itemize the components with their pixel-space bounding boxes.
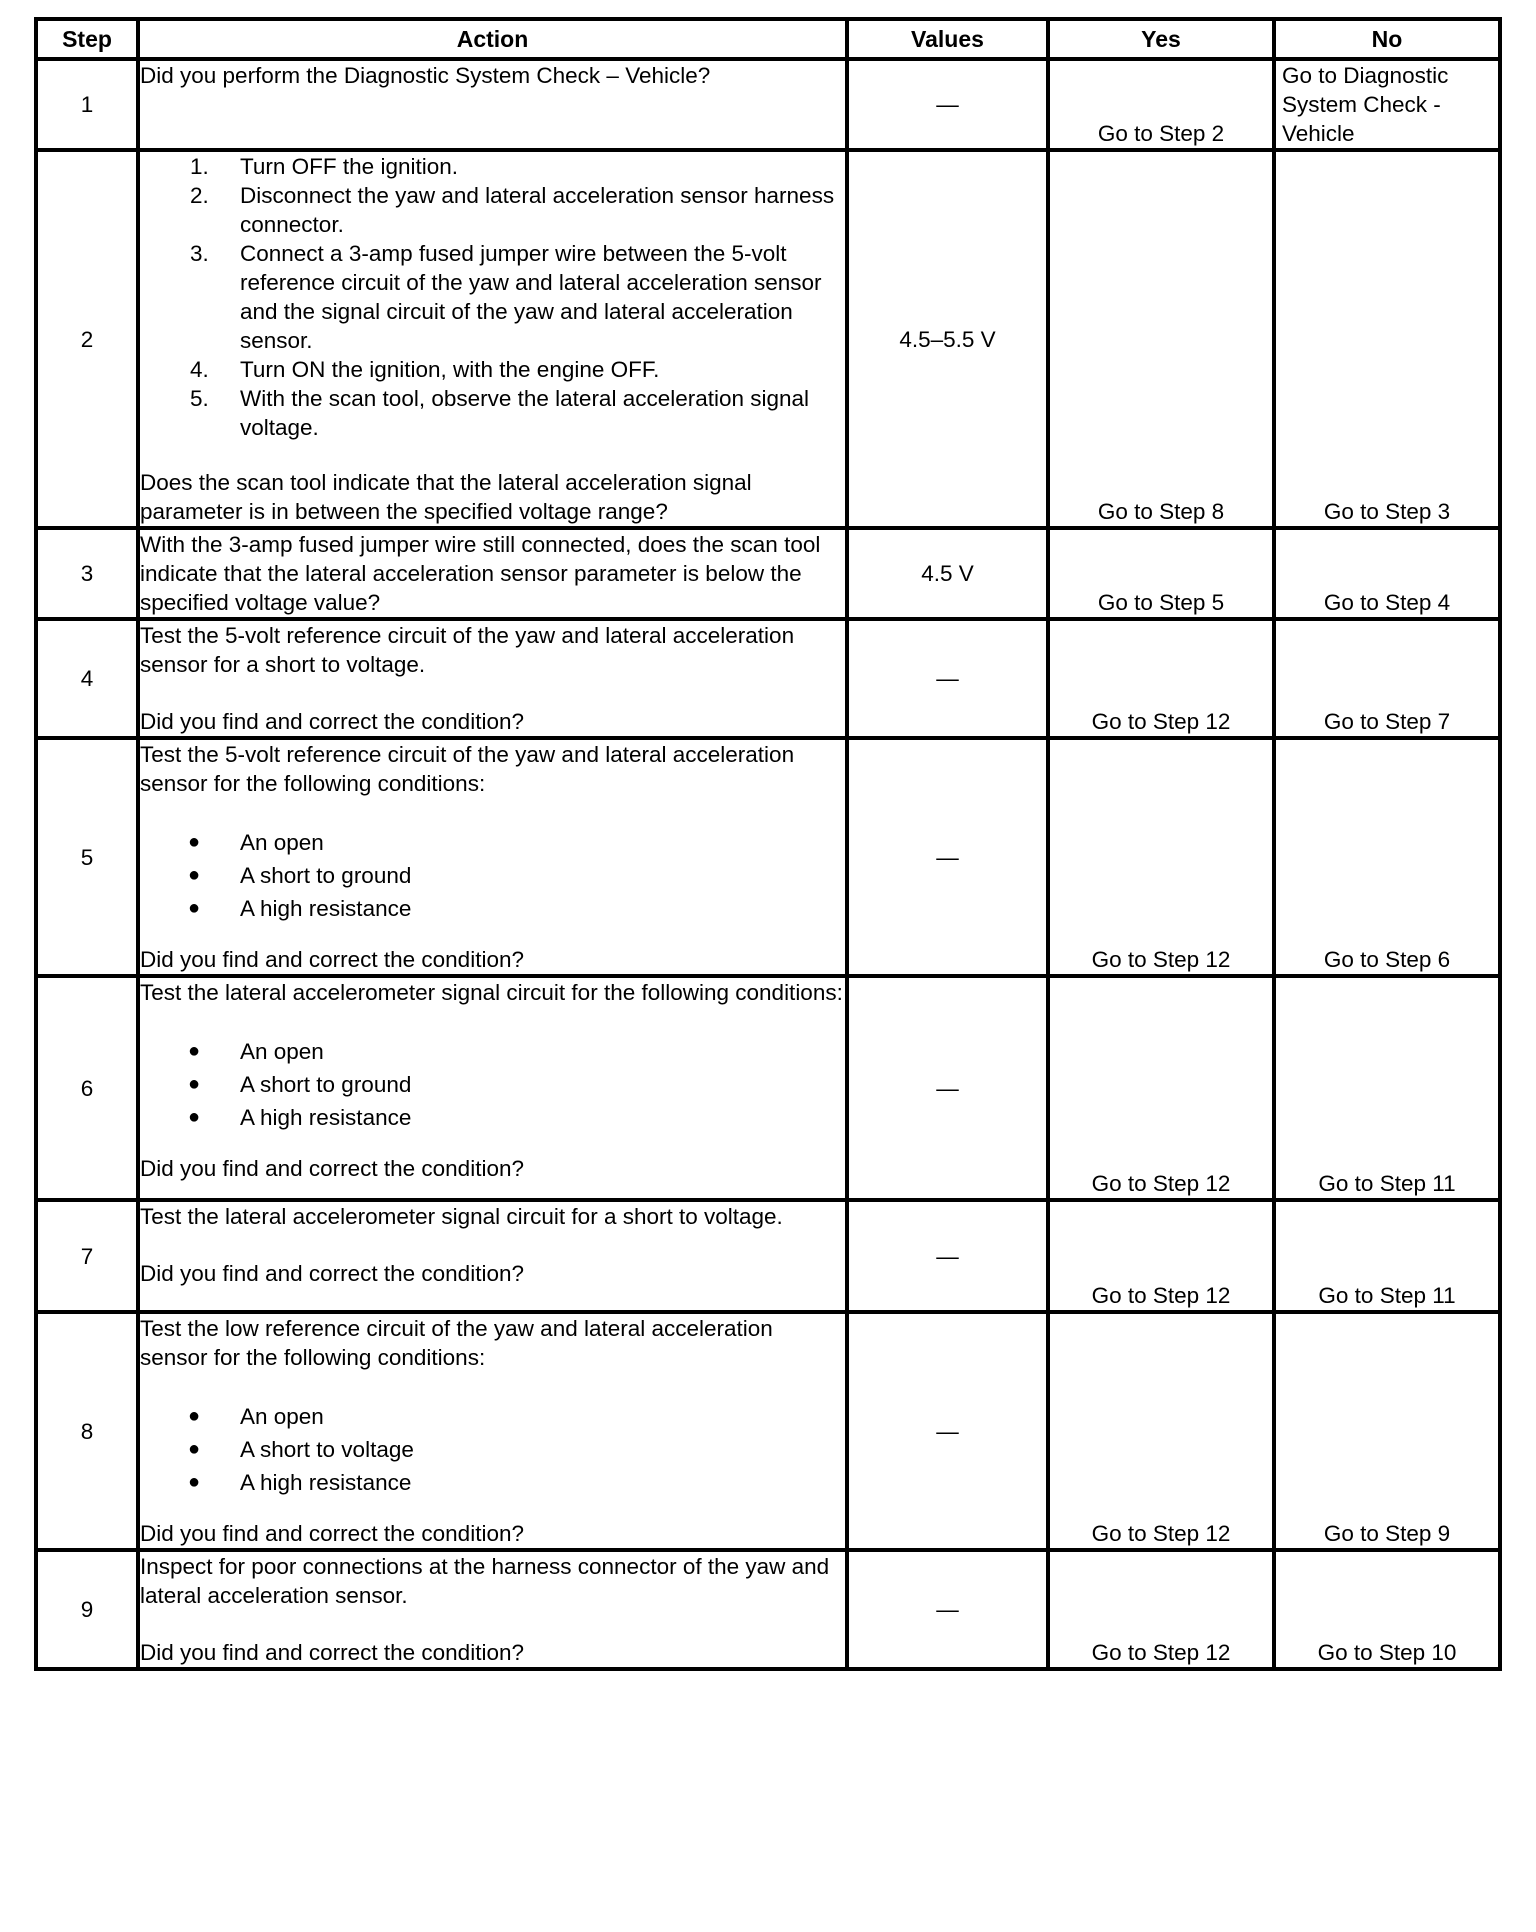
bullet-icon: ● xyxy=(188,1405,201,1427)
condition-text: A high resistance xyxy=(240,896,412,921)
table-row xyxy=(36,738,1500,976)
header-no: No xyxy=(1274,19,1500,59)
list-item xyxy=(140,1433,845,1466)
value-cell: — xyxy=(847,1312,1048,1550)
step-number: 1 xyxy=(36,59,138,150)
condition-text: A short to ground xyxy=(240,863,412,888)
action-step xyxy=(140,239,845,355)
bullet-icon: ● xyxy=(188,1438,201,1460)
condition-text: An open xyxy=(240,1404,324,1429)
header-step: Step xyxy=(36,19,138,59)
yes-cell: Go to Step 12 xyxy=(1048,976,1274,1200)
no-cell: Go to Step 10 xyxy=(1274,1550,1500,1669)
action-intro: Inspect for poor connections at the harness connector of the yaw and lateral acceleration sensor. xyxy=(140,1554,830,1608)
header-action: Action xyxy=(138,19,847,59)
table-row xyxy=(36,528,1500,619)
action-cell xyxy=(138,59,847,150)
no-cell: Go to Step 7 xyxy=(1274,619,1500,738)
step-number: 9 xyxy=(36,1550,138,1669)
action-cell xyxy=(138,619,847,738)
table-row xyxy=(36,1312,1500,1550)
action-cell xyxy=(138,738,847,976)
action-step xyxy=(140,152,845,181)
list-item xyxy=(140,859,845,892)
action-cell xyxy=(138,1312,847,1550)
action-steps xyxy=(140,152,845,442)
step-text: With the scan tool, observe the lateral acceleration signal voltage. xyxy=(240,386,810,440)
no-cell: Go to Step 9 xyxy=(1274,1312,1500,1550)
action-intro: Test the 5-volt reference circuit of the yaw and lateral acceleration sensor for a short to voltage. xyxy=(140,623,795,677)
action-cell xyxy=(138,1550,847,1669)
header-values: Values xyxy=(847,19,1048,59)
condition-text: A high resistance xyxy=(240,1105,412,1130)
header-yes: Yes xyxy=(1048,19,1274,59)
step-index: 2. xyxy=(190,183,209,208)
action-question: With the 3-amp fused jumper wire still connected, does the scan tool indicate that the lateral acceleration sensor parameter is below the specified voltage value? xyxy=(140,532,821,615)
action-cell xyxy=(138,528,847,619)
step-number: 3 xyxy=(36,528,138,619)
action-question: Did you find and correct the condition? xyxy=(140,1261,524,1286)
no-cell: Go to Diagnostic System Check - Vehicle xyxy=(1274,59,1500,150)
yes-cell: Go to Step 12 xyxy=(1048,1550,1274,1669)
diagnostic-table xyxy=(34,17,1502,1671)
value-cell: — xyxy=(847,59,1048,150)
condition-text: An open xyxy=(240,830,324,855)
list-item xyxy=(140,1068,845,1101)
table-row xyxy=(36,1200,1500,1312)
action-intro: Test the lateral accelerometer signal circuit for the following conditions: xyxy=(140,980,843,1005)
condition-text: A short to voltage xyxy=(240,1437,414,1462)
action-cell xyxy=(138,976,847,1200)
yes-cell: Go to Step 2 xyxy=(1048,59,1274,150)
list-item xyxy=(140,1400,845,1433)
table-row xyxy=(36,619,1500,738)
condition-list xyxy=(140,1400,845,1499)
no-cell: Go to Step 3 xyxy=(1274,150,1500,528)
bullet-icon: ● xyxy=(188,1040,201,1062)
list-item xyxy=(140,892,845,925)
bullet-icon: ● xyxy=(188,1106,201,1128)
step-number: 8 xyxy=(36,1312,138,1550)
table-row xyxy=(36,976,1500,1200)
diagnostic-table-container xyxy=(34,17,1502,1671)
action-intro: Test the low reference circuit of the yaw and lateral acceleration sensor for the following conditions: xyxy=(140,1316,773,1370)
condition-text: A high resistance xyxy=(240,1470,412,1495)
no-cell: Go to Step 6 xyxy=(1274,738,1500,976)
step-text: Turn ON the ignition, with the engine OFF. xyxy=(240,357,660,382)
step-number: 4 xyxy=(36,619,138,738)
condition-text: A short to ground xyxy=(240,1072,412,1097)
value-cell: — xyxy=(847,976,1048,1200)
yes-cell: Go to Step 12 xyxy=(1048,738,1274,976)
action-question: Did you find and correct the condition? xyxy=(140,1640,524,1665)
action-step xyxy=(140,181,845,239)
header-row xyxy=(36,19,1500,59)
bullet-icon: ● xyxy=(188,831,201,853)
step-index: 3. xyxy=(190,241,209,266)
action-question: Does the scan tool indicate that the lateral acceleration signal parameter is in between the specified voltage range? xyxy=(140,470,752,524)
step-text: Connect a 3-amp fused jumper wire between the 5-volt reference circuit of the yaw and lateral acceleration sensor and the signal circuit of the yaw and lateral acceleration sensor. xyxy=(240,241,822,353)
table-row xyxy=(36,150,1500,528)
step-index: 5. xyxy=(190,386,209,411)
step-number: 6 xyxy=(36,976,138,1200)
condition-list xyxy=(140,826,845,925)
yes-cell: Go to Step 12 xyxy=(1048,1200,1274,1312)
yes-cell: Go to Step 12 xyxy=(1048,619,1274,738)
list-item xyxy=(140,1035,845,1068)
step-text: Disconnect the yaw and lateral acceleration sensor harness connector. xyxy=(240,183,835,237)
condition-list xyxy=(140,1035,845,1134)
action-step xyxy=(140,384,845,442)
step-number: 2 xyxy=(36,150,138,528)
action-intro: Test the lateral accelerometer signal circuit for a short to voltage. xyxy=(140,1204,783,1229)
action-question: Did you find and correct the condition? xyxy=(140,709,524,734)
action-question: Did you find and correct the condition? xyxy=(140,947,524,972)
no-cell: Go to Step 11 xyxy=(1274,976,1500,1200)
step-index: 1. xyxy=(190,154,209,179)
condition-text: An open xyxy=(240,1039,324,1064)
step-text: Turn OFF the ignition. xyxy=(240,154,459,179)
list-item xyxy=(140,1101,845,1134)
step-number: 5 xyxy=(36,738,138,976)
bullet-icon: ● xyxy=(188,864,201,886)
no-cell: Go to Step 4 xyxy=(1274,528,1500,619)
list-item xyxy=(140,1466,845,1499)
value-cell: 4.5 V xyxy=(847,528,1048,619)
action-question: Did you find and correct the condition? xyxy=(140,1521,524,1546)
bullet-icon: ● xyxy=(188,1073,201,1095)
value-cell: 4.5–5.5 V xyxy=(847,150,1048,528)
step-index: 4. xyxy=(190,357,209,382)
yes-cell: Go to Step 8 xyxy=(1048,150,1274,528)
table-row xyxy=(36,1550,1500,1669)
value-cell: — xyxy=(847,1550,1048,1669)
value-cell: — xyxy=(847,619,1048,738)
action-question: Did you find and correct the condition? xyxy=(140,1156,524,1181)
bullet-icon: ● xyxy=(188,897,201,919)
yes-cell: Go to Step 12 xyxy=(1048,1312,1274,1550)
no-cell: Go to Step 11 xyxy=(1274,1200,1500,1312)
action-intro: Test the 5-volt reference circuit of the yaw and lateral acceleration sensor for the following conditions: xyxy=(140,742,795,796)
step-number: 7 xyxy=(36,1200,138,1312)
value-cell: — xyxy=(847,738,1048,976)
value-cell: — xyxy=(847,1200,1048,1312)
action-question: Did you perform the Diagnostic System Check – Vehicle? xyxy=(140,63,711,88)
action-cell xyxy=(138,150,847,528)
list-item xyxy=(140,826,845,859)
action-step xyxy=(140,355,845,384)
bullet-icon: ● xyxy=(188,1471,201,1493)
yes-cell: Go to Step 5 xyxy=(1048,528,1274,619)
action-cell xyxy=(138,1200,847,1312)
table-row xyxy=(36,59,1500,150)
